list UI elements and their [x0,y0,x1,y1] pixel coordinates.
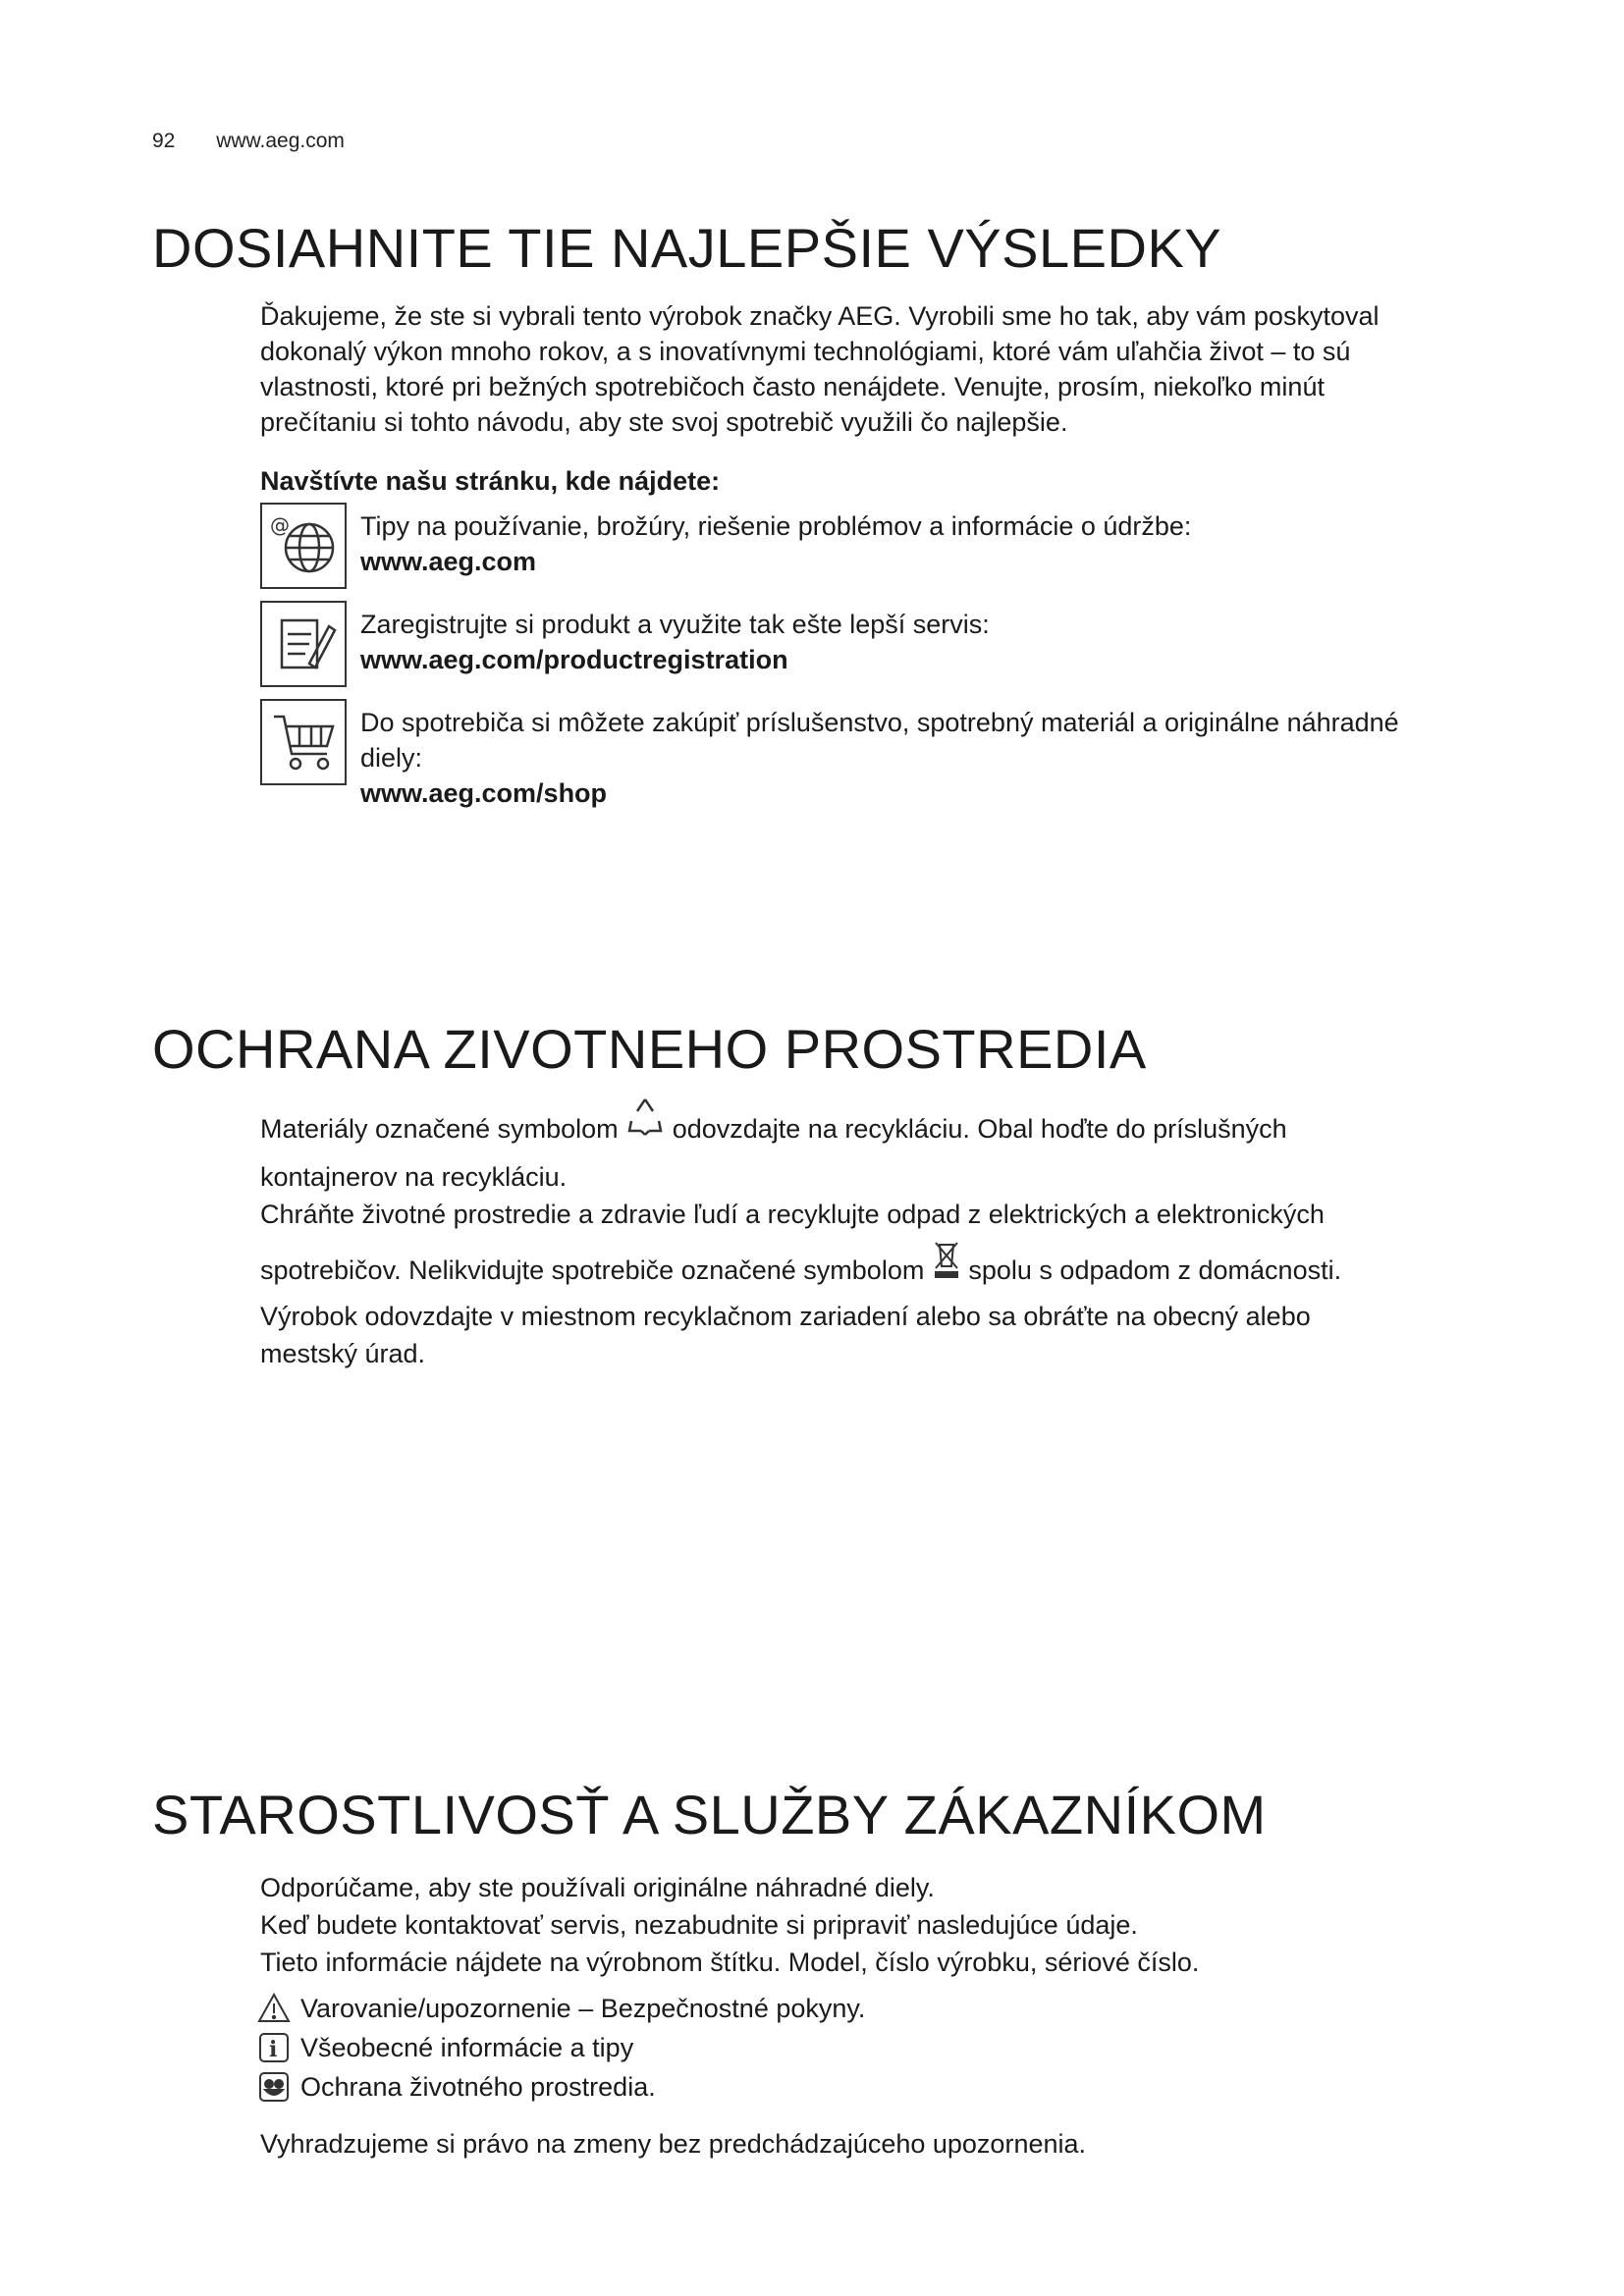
env-line-6: mestský úrad. [260,1339,426,1368]
env-text: Materiály označené symbolom [260,1114,619,1145]
legend-environment [257,2069,1524,2105]
legend-label: Varovanie/upozornenie – Bezpečnostné pokyny. [300,1994,866,2023]
symbol-legend [257,1991,1524,2105]
warning-triangle-icon [257,1992,291,2025]
legend-warning [257,1991,1524,2026]
visit-item-tips [260,503,1527,589]
visit-item-text: Tipy na používanie, brožúry, riešenie problémov a informácie o údržbe: [360,511,1192,541]
registration-form-icon [260,601,347,687]
visit-item-text: diely: [360,743,423,773]
care-line: Odporúčame, aby ste používali originálne náhradné diely. [260,1873,935,1902]
legend-label: Ochrana životného prostredia. [300,2072,656,2102]
env-line-3: Chráňte životné prostredie a zdravie ľudí a recyklujte odpad z elektrických a elektronických [260,1200,1325,1229]
env-line-4 [260,1247,1527,1298]
env-line-2: kontajnerov na recykláciu. [260,1162,568,1192]
info-icon [257,2031,291,2064]
visit-item-registration [260,601,1527,687]
care-line: Keď budete kontaktovať servis, nezabudnite si pripraviť nasledujúce údaje. [260,1910,1138,1940]
env-text: spotrebičov. Nelikvidujte spotrebiče označené symbolom [260,1255,925,1286]
customer-care-paragraph [260,1869,1527,1981]
env-line-1 [260,1103,1527,1158]
env-text: odovzdajte na recykláciu. Obal hoďte do príslušných [672,1114,1287,1145]
shopping-cart-icon [260,699,347,785]
intro-line: vlastnosti, ktoré pri bežných spotrebičoch často nenájdete. Venujte, prosím, niekoľko minút [260,372,1325,401]
link-aeg-com[interactable]: www.aeg.com [360,547,537,576]
page-header [152,130,345,153]
visit-heading: Navštívte našu stránku, kde nájdete: [260,466,721,496]
section-title-environment: OCHRANA ZIVOTNEHO PROSTREDIA [152,1018,1147,1080]
recycle-icon [625,1103,665,1158]
env-line-5: Výrobok odovzdajte v miestnom recyklačnom zariadení alebo sa obráťte na obecný alebo [260,1302,1311,1331]
intro-line: Ďakujeme, že ste si vybrali tento výrobok značky AEG. Vyrobili sme ho tak, aby vám poskytoval [260,301,1380,331]
intro-line: dokonalý výkon mnoho rokov, a s inovatívnymi technológiami, ktoré vám uľahčia život – to sú [260,337,1351,366]
globe-web-icon [260,503,347,589]
svg-text:@: @ [270,513,290,537]
legend-info [257,2030,1524,2065]
environment-paragraph [260,1103,1527,1372]
visit-item-shop [260,699,1527,811]
section-title-best-results: DOSIAHNITE TIE NAJLEPŠIE VÝSLEDKY [152,217,1222,279]
visit-item-text: Do spotrebiča si môžete zakúpiť príslušenstvo, spotrebný materiál a originálne náhradné [360,708,1399,737]
env-text: spolu s odpadom z domácnosti. [968,1255,1342,1286]
svg-text:i: i [269,2037,278,2062]
care-line: Tieto informácie nájdete na výrobnom štítku. Model, číslo výrobku, sériové číslo. [260,1948,1200,1977]
environment-icon [257,2070,291,2104]
crossed-bin-icon [932,1247,961,1298]
header-site-url[interactable]: www.aeg.com [216,130,345,152]
page-number: 92 [152,130,176,152]
intro-line: prečítaniu si tohto návodu, aby ste svoj spotrebič využili čo najlepšie. [260,407,1068,437]
section-title-customer-care: STAROSTLIVOSŤ A SLUŽBY ZÁKAZNÍKOM [152,1784,1267,1845]
visit-item-text: Zaregistrujte si produkt a využite tak ešte lepší servis: [360,610,990,639]
footer-note: Vyhradzujeme si právo na zmeny bez predchádzajúceho upozornenia. [260,2129,1087,2159]
link-shop[interactable]: www.aeg.com/shop [360,778,608,808]
intro-paragraph [260,298,1527,440]
legend-label: Všeobecné informácie a tipy [300,2033,634,2062]
link-product-registration[interactable]: www.aeg.com/productregistration [360,645,788,674]
